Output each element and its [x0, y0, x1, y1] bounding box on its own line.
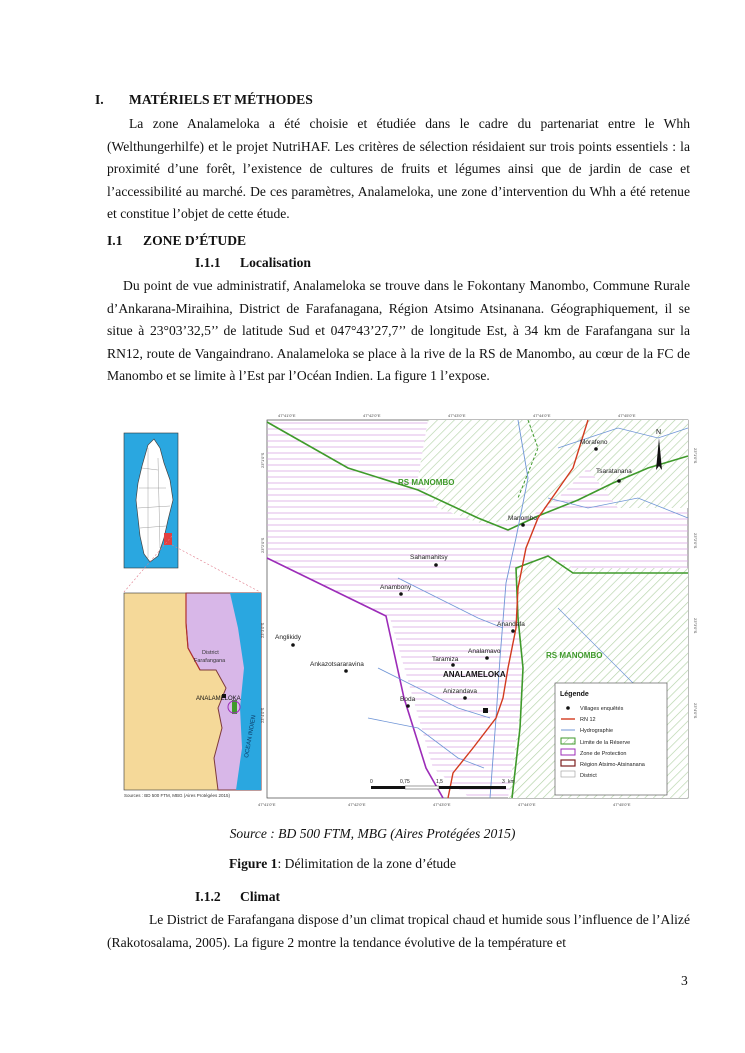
- svg-text:Zone de Protection: Zone de Protection: [580, 751, 627, 757]
- figure-label: Figure 1: [229, 856, 278, 871]
- section-1-1-2-title: Climat: [240, 889, 281, 904]
- svg-text:Ankazotsararavina: Ankazotsararavina: [310, 661, 364, 668]
- svg-text:Limite de la Réserve: Limite de la Réserve: [580, 740, 631, 746]
- svg-text:23°2'0"S: 23°2'0"S: [693, 533, 698, 549]
- svg-text:0,75: 0,75: [400, 779, 410, 785]
- page-number: 3: [681, 973, 688, 988]
- paragraph-2: Du point de vue administratif, Analameloka se trouve dans le Fokontany Manombo, Commune Rurale d’Ankarana-Miraihina, District de Farafanagana, Région Atsimo Atsinanana. Géographiquement, il se situe à 23°03’32,5’’ de latitude Sud et 047°43’27,7’’ de longitude Est, à 34 km de Farafangana sur la RN12, route de Vangaindrano. Analameloka se place à la rive de la RS de Manombo, au cœur de la FC de Manombo et se limite à l’Est par l’Océan Indien. La figure 1 l’expose.: [107, 278, 690, 384]
- madagascar-inset: [124, 433, 178, 568]
- inset-farafangana-label: Farafangana: [194, 658, 226, 664]
- svg-text:23°4'0"S: 23°4'0"S: [260, 707, 265, 723]
- map-sources: Sources : BD 500 FTM, MBG (Aires Protégées 2015): [124, 793, 231, 798]
- section-1-title: MATÉRIELS ET MÉTHODES: [129, 92, 313, 107]
- map-legend: [555, 683, 667, 795]
- north-arrow-label: N: [656, 429, 662, 436]
- svg-text:23°3'0"S: 23°3'0"S: [693, 618, 698, 634]
- svg-text:Sahamahitsy: Sahamahitsy: [410, 554, 448, 561]
- svg-text:47°44'0"E: 47°44'0"E: [518, 802, 536, 807]
- svg-text:RN 12: RN 12: [580, 717, 596, 723]
- figure-source-caption: Source : BD 500 FTM, MBG (Aires Protégées 2015): [229, 826, 516, 841]
- svg-text:Analamavo: Analamavo: [468, 648, 501, 655]
- inset-ocean-label: OCEAN INDIEN: [244, 714, 258, 759]
- figure-caption: [229, 856, 456, 872]
- svg-text:47°43'0"E: 47°43'0"E: [433, 802, 451, 807]
- figure-1-map: [118, 408, 696, 808]
- svg-text:47°45'0"E: 47°45'0"E: [613, 802, 631, 807]
- svg-text:23°1'0"S: 23°1'0"S: [260, 452, 265, 468]
- inset-district-label: District: [202, 650, 219, 656]
- svg-text:Morafeno: Morafeno: [580, 439, 608, 446]
- svg-text:47°42'0"E: 47°42'0"E: [363, 413, 381, 418]
- paragraph-3: Le District de Farafangana dispose d’un climat tropical chaud et humide sous l’influence de l’Alizé (Rakotosalama, 2005). La figure 2 montre la tendance évolutive de la température et: [107, 912, 690, 950]
- svg-text:23°2'0"S: 23°2'0"S: [260, 537, 265, 553]
- reserve-label-south: RS MANOMBO: [546, 651, 603, 660]
- svg-text:District: District: [580, 773, 597, 779]
- district-inset: [124, 593, 261, 790]
- section-1-1-1-title: Localisation: [240, 255, 311, 270]
- svg-text:23°3'0"S: 23°3'0"S: [260, 622, 265, 638]
- svg-text:0: 0: [370, 779, 373, 785]
- section-1-1-1-number: I.1.1: [195, 255, 221, 270]
- main-map: [258, 413, 698, 807]
- svg-text:1,5: 1,5: [436, 779, 443, 785]
- svg-text:Taramiza: Taramiza: [432, 656, 459, 663]
- section-1-1-title: ZONE D’ÉTUDE: [143, 233, 247, 248]
- svg-text:23°1'0"S: 23°1'0"S: [693, 448, 698, 464]
- section-1-number: I.: [95, 92, 104, 107]
- svg-text:3: 3: [502, 779, 505, 785]
- svg-text:Boda: Boda: [400, 696, 416, 703]
- inset-site-label: ANALAMELOKA: [196, 696, 241, 702]
- svg-text:Anambony: Anambony: [380, 584, 412, 591]
- figure-caption-text: : Délimitation de la zone d’étude: [277, 856, 457, 871]
- svg-text:Anizandava: Anizandava: [443, 688, 477, 695]
- study-site-label: ANALAMELOKA: [443, 670, 506, 679]
- section-1-1-number: I.1: [107, 233, 123, 248]
- svg-text:47°45'0"E: 47°45'0"E: [618, 413, 636, 418]
- paragraph-1: La zone Analameloka a été choisie et étudiée dans le cadre du partenariat entre le Whh (Welthungerhilfe) et le projet NutriHAF. Les critères de sélection résidaient sur trois points essentiels : la proximité d’une forêt, l’existence de cultures de fruits et légumes ainsi que de jardin de case et l’accessibilité au marché. De ces paramètres, Analameloka, une zone d’intervention du Whh a été retenue et constitue l’objet de cette étude.: [107, 116, 690, 222]
- svg-text:Anandafa: Anandafa: [497, 621, 525, 628]
- svg-text:Hydrographie: Hydrographie: [580, 728, 614, 734]
- svg-text:23°4'0"S: 23°4'0"S: [693, 703, 698, 719]
- svg-text:47°42'0"E: 47°42'0"E: [348, 802, 366, 807]
- svg-text:47°41'0"E: 47°41'0"E: [278, 413, 296, 418]
- section-1-1-2-number: I.1.2: [195, 889, 221, 904]
- svg-text:47°43'0"E: 47°43'0"E: [448, 413, 466, 418]
- svg-text:Villages enquêtés: Villages enquêtés: [580, 706, 624, 712]
- svg-text:Région Atsimo-Atsinanana: Région Atsimo-Atsinanana: [580, 762, 645, 768]
- svg-text:Tsaratanana: Tsaratanana: [596, 468, 632, 475]
- svg-text:47°41'0"E: 47°41'0"E: [258, 802, 276, 807]
- reserve-label-north: RS MANOMBO: [398, 478, 455, 487]
- svg-text:Légende: Légende: [560, 691, 589, 698]
- svg-text:47°44'0"E: 47°44'0"E: [533, 413, 551, 418]
- svg-text:Manombo: Manombo: [508, 515, 537, 522]
- svg-text:Anglikidy: Anglikidy: [275, 634, 302, 641]
- svg-text:km: km: [508, 779, 515, 785]
